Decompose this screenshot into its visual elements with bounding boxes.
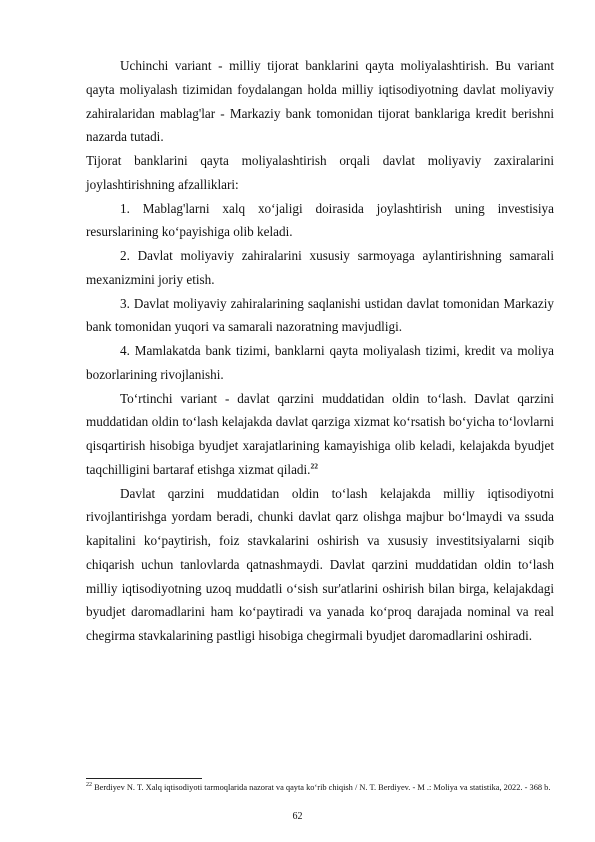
paragraph-early-repayment: Davlat qarzini muddatidan oldin to‘lash kelajakda milliy iqtisodiyotni rivojlantirishga yordam beradi, chunki davlat qarz olishga majbur bo‘lmaydi va ssuda kapitalini ko‘paytirish, foiz stavkalarini oshirish va xususiy investitsiyalarni siqib chiqarish uchun tanlovlarda qatnashmaydi. Davlat qarzini muddatidan oldin to‘lash milliy iqtisodiyotning uzoq muddatli o‘sish sur'atlarini oshirish bilan birga, kelajakdagi byudjet daromadlarini ham ko‘paytiradi va yanada ko‘proq darajada nominal va real chegirma stavkalarining pastligi hisobiga chegirmali byudjet daromadlarini oshiradi.: [86, 485, 554, 643]
footnote-text: Berdiyev N. T. Xalq iqtisodiyoti tarmoqlarida nazorat va qayta ko‘rib chiqish / N. T. Berdiyev. - M .: Moliya va statistika, 2022. - 368 b.: [92, 783, 551, 792]
footnote-number: 22: [86, 782, 92, 789]
list-item-4: 4. Mamlakatda bank tizimi, banklarni qayta moliyalash tizimi, kredit va moliya bozorlarining rivojlanishi.: [86, 343, 554, 382]
list-item-3: 3. Davlat moliyaviy zahiralarining saqlanishi ustidan davlat tomonidan Markaziy bank tomonidan yuqori va samarali nazoratning mavjudligi.: [86, 295, 554, 335]
footnote-reference[interactable]: 22: [310, 461, 318, 471]
footnote-divider: [86, 778, 202, 779]
body-text: [86, 54, 554, 648]
list-item-1: 1. Mablag'larni xalq xo‘jaligi doirasida joylashtirish uning investisiya resurslarining ko‘payishiga olib keladi.: [86, 200, 554, 240]
footnote: [86, 782, 556, 794]
page-number: 62: [292, 811, 303, 822]
paragraph-variant-4-text: To‘rtinchi variant - davlat qarzini muddatidan oldin to‘lash. Davlat qarzini muddatidan oldin to‘lash kelajakda davlat qarziga xizmat ko‘rsatish bo‘yicha to‘lovlarni qisqartirish hisobiga byudjet xarajatlarining kamayishiga olib keladi, kelajakda byudjet taqchilligini bartaraf etishga xizmat qiladi.: [86, 390, 554, 477]
paragraph-variant-4: [86, 387, 554, 482]
paragraph-advantages-heading: Tijorat banklarini qayta moliyalashtirish orqali davlat moliyaviy zaxiralarini joylashtirishning afzalliklari:: [86, 153, 554, 192]
paragraph-variant-3: Uchinchi variant - milliy tijorat banklarini qayta moliyalashtirish. Bu variant qayta moliyalash tizimidan foydalangan holda milliy iqtisodiyotning davlat moliyaviy zahiralaridan mablag'lar - Markaziy bank tomonidan tijorat banklariga kredit berishni nazarda tutadi.: [86, 58, 554, 145]
list-item-2: 2. Davlat moliyaviy zahiralarini xususiy sarmoyaga aylantirishning samarali mexanizmini joriy etish.: [86, 248, 554, 287]
